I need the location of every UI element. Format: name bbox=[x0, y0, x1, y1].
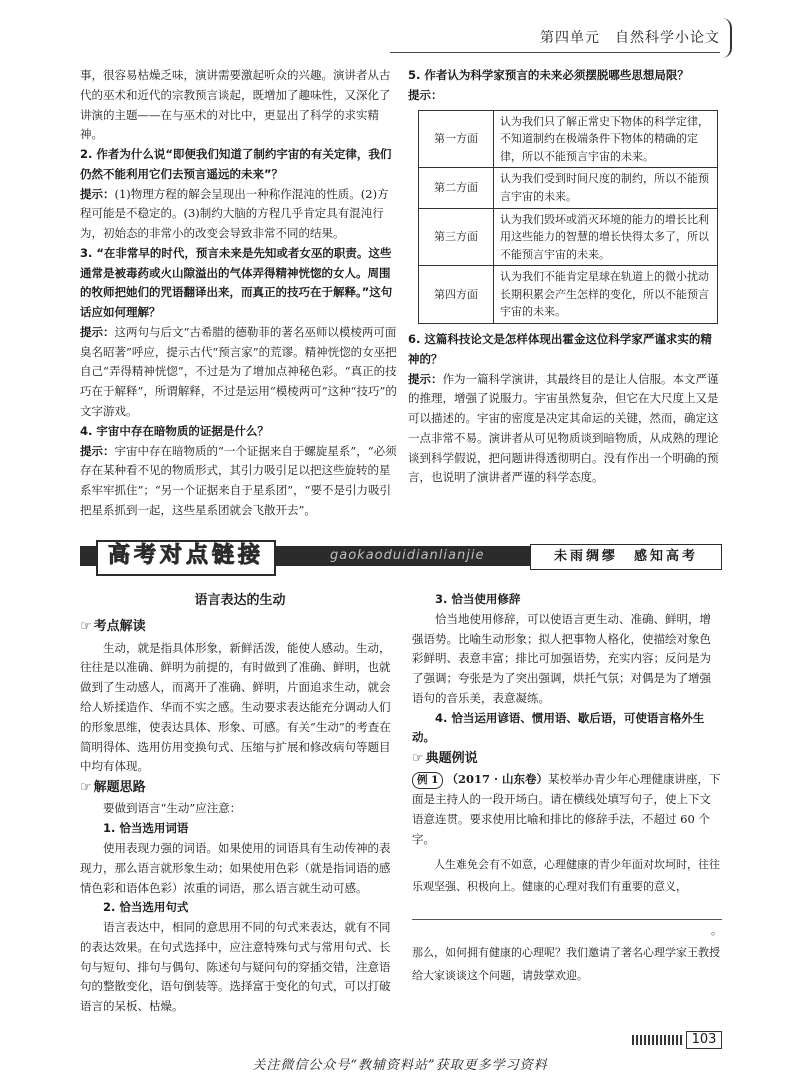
question-2: 2. 作者为什么说“即便我们知道了制约宇宙的有关定律，我们仍然不能利用它们去预言遥远的未来”？ bbox=[80, 147, 392, 181]
unit-header: 第四单元 自然科学小论文 bbox=[540, 30, 720, 46]
left-column-top bbox=[80, 66, 400, 521]
topic-title: 语言表达的生动 bbox=[194, 593, 286, 608]
table-cell-key: 第一方面 bbox=[419, 110, 494, 168]
hint-label: 提示： bbox=[408, 87, 443, 102]
paragraph-5: 恰当地使用修辞，可以使语言更生动、准确、鲜明，增强语势。比喻生动形象；拟人把事物人格化，使描绘对象色彩鲜明、表意丰富；排比可加强语势，充实内容；反问是为了强调；夸张是为了突出强调，烘托气氛；对偶是为了增强语句的音乐美，表意凝练。 bbox=[412, 611, 711, 705]
subheading-1: 1. 恰当选用词语 bbox=[103, 821, 189, 836]
hint-label: 提示： bbox=[80, 324, 115, 339]
paragraph-continued: 事，很容易枯燥乏味，演讲需要激起听众的兴趣。演讲者从古代的巫术和近代的宗教预言谈起，既增加了趣味性，又深化了讲演的主题——在与巫术的对比中，更显出了科学的求实精神。 bbox=[80, 68, 391, 142]
example-text: 某校举办青少年心理健康讲座，下面是主持人的一段开场白。请在横线处填写句子，使上下文语意连贯。要求使用比喻和排比的修辞手法，不超过 60 个字。 bbox=[412, 772, 721, 846]
pointing-hand-icon: ☞ bbox=[80, 619, 92, 635]
page-number-block bbox=[632, 1031, 722, 1049]
answer-lead: 人生难免会有不如意，心理健康的青少年面对坎坷时，往往乐观坚强、积极向上。健康的心理对我们有重要的意义， bbox=[412, 857, 720, 894]
answer-2 bbox=[80, 185, 400, 244]
subheading-2: 2. 恰当选用句式 bbox=[103, 900, 189, 915]
table-cell-value: 认为我们毁坏或消灭环境的能力的增长比利用这些能力的智慧的增长快得太多了，所以不能预言宇宙的未来。 bbox=[494, 208, 718, 266]
example-badge: 例 1 bbox=[412, 772, 443, 789]
table-cell-value: 认为我们受到时间尺度的制约，所以不能预言宇宙的未来。 bbox=[494, 168, 718, 208]
table-row bbox=[419, 208, 718, 266]
hint-label: 提示： bbox=[80, 186, 115, 201]
pointing-hand-icon: ☞ bbox=[412, 751, 424, 767]
table-cell-key: 第二方面 bbox=[419, 168, 494, 208]
section-heading-3 bbox=[412, 748, 722, 770]
right-column-top bbox=[408, 66, 723, 488]
hint-label: 提示： bbox=[408, 371, 443, 386]
answer-2-text: (1)物理方程的解会呈现出一种称作混沌的性质。(2)方程可能是不稳定的。(3)制约大脑的方程几乎肯定具有混沌行为，初始态的非常小的改变会导致非常不同的结果。 bbox=[80, 186, 389, 241]
answer-3 bbox=[80, 323, 400, 422]
section-heading-2 bbox=[80, 777, 400, 799]
section-heading-text: 考点解读 bbox=[93, 619, 146, 635]
paragraph-2: 要做到语言“生动”应注意： bbox=[103, 801, 242, 816]
pointing-hand-icon: ☞ bbox=[80, 780, 92, 796]
section-heading-1 bbox=[80, 616, 400, 638]
table-cell-key: 第三方面 bbox=[419, 208, 494, 266]
table-row bbox=[419, 266, 718, 324]
paragraph-4: 语言表达中，相同的意思用不同的句式来表达，就有不同的表达效果。在句式选择中，应注意特殊句式与常用句式、长句与短句、排句与偶句、陈述句与疑问句的穿插交错，注意语句的整散变化，语句倒装等。选择富于变化的句式，可以打破语言的呆板、枯燥。 bbox=[80, 920, 391, 1014]
paragraph-1: 生动，就是指具体形象，新鲜活泼，能使人感动。生动，往往是以准确、鲜明为前提的，有时做到了准确、鲜明，也就做到了生动感人，而离开了准确、鲜明，片面追求生动，就会给人矫揉造作、华而不实之感。生动要求表达能充分调动人们的形象思维，使表达具体、形象、可感。有关“生动”的考查在简明得体、选用仿用变换句式、压缩与扩展和修改病句等题目中均有体现。 bbox=[80, 640, 391, 774]
footer-note: 关注微信公众号“教辅资料站”获取更多学习资料 bbox=[252, 1058, 548, 1073]
hint-label: 提示： bbox=[80, 443, 115, 458]
answer-area bbox=[412, 854, 722, 988]
table-row bbox=[419, 110, 718, 168]
banner-title: 高考对点链接 bbox=[96, 540, 276, 576]
answer-6-text: 作为一篇科学演讲，其最终目的是让人信服。本文严谨的推理，增强了说服力。宇宙虽然复杂，但它在大尺度上又是可以描述的。宇宙的密度是决定其命运的关键，然而，确定这一点非常不易。演讲者从可见物质谈到暗物质，从成熟的理论谈到科学假说，把问题讲得透彻明白。没有作出一个明确的预言，也说明了演讲者严谨的科学态度。 bbox=[408, 371, 719, 485]
limitations-table bbox=[418, 110, 718, 325]
table-row bbox=[419, 168, 718, 208]
answer-follow: 那么，如何拥有健康的心理呢？我们邀请了著名心理学家王教授给大家谈谈这个问题，请鼓掌欢迎。 bbox=[412, 946, 720, 982]
subheading-3: 3. 恰当使用修辞 bbox=[435, 592, 521, 606]
left-column-bottom bbox=[80, 590, 400, 1017]
question-5: 5. 作者认为科学家预言的未来必须摆脱哪些思想局限？ bbox=[408, 68, 689, 82]
banner-pinyin: gaokaoduidianlianjie bbox=[330, 548, 485, 563]
header-curve-decoration bbox=[720, 18, 732, 58]
example-source: （2017 · 山东卷） bbox=[446, 772, 548, 787]
answer-4 bbox=[80, 442, 400, 521]
question-4: 4. 宇宙中存在暗物质的证据是什么？ bbox=[80, 423, 269, 438]
question-3: 3. “在非常早的时代，预言未来是先知或者女巫的职责。这些通常是被毒药或火山隙溢出的气体弄得精神恍惚的女人。周围的牧师把她们的咒语翻译出来，而真正的技巧在于解释。”这句话应如何理解？ bbox=[80, 245, 393, 320]
answer-end-mark: 。 bbox=[711, 923, 722, 937]
section-heading-text: 典题例说 bbox=[425, 751, 478, 767]
header-rule bbox=[390, 52, 720, 53]
table-cell-value: 认为我们只了解正常史下物体的科学定律，不知道制约在极端条件下物体的精确的定律，所以不能预言宇宙的未来。 bbox=[494, 110, 718, 168]
answer-blank-line[interactable] bbox=[412, 899, 722, 920]
answer-6 bbox=[408, 370, 723, 489]
subheading-4: 4. 恰当运用谚语、惯用语、歇后语，可使语言格外生动。 bbox=[412, 710, 705, 745]
right-column-bottom bbox=[412, 590, 722, 987]
page-number-stripes bbox=[632, 1035, 684, 1045]
table-cell-value: 认为我们不能肯定星球在轨道上的微小扰动长期积累会产生怎样的变化，所以不能预言宇宙的未来。 bbox=[494, 266, 718, 324]
answer-3-text: 这两句与后文“古希腊的德勒菲的著名巫师以模棱两可面臭名昭著”呼应，提示古代“预言家”的荒谬。精神恍惚的女巫把自己“弄得精神恍惚”，不过是为了增加点神秘色彩。“真正的技巧在于解释”，所谓解释，不过是运用“模棱两可”这种“技巧”的文字游戏。 bbox=[80, 324, 397, 419]
section-banner bbox=[80, 540, 720, 572]
page-number: 103 bbox=[686, 1031, 722, 1049]
question-6: 6. 这篇科技论文是怎样体现出霍金这位科学家严谨求实的精神的？ bbox=[408, 332, 712, 366]
paragraph-3: 使用表现力强的词语。如果使用的词语具有生动传神的表现力，那么语言就形象生动；如果使用色彩（就是指词语的感情色彩和语体色彩）浓重的词语，那么语言就生动可感。 bbox=[80, 840, 391, 895]
banner-slogan: 未雨绸缪 感知高考 bbox=[530, 544, 722, 570]
section-heading-text: 解题思路 bbox=[93, 780, 146, 796]
example-1 bbox=[412, 770, 722, 849]
answer-4-text: 宇宙中存在暗物质的“一个证据来自于螺旋星系”，“必须存在某种看不见的物质形式，其引力吸引足以把这些旋转的星系牢牢抓住”；“另一个证据来自于星系团”，“要不是引力吸引把星系抓到一起，这些星系团就会飞散开去”。 bbox=[80, 443, 397, 517]
table-cell-key: 第四方面 bbox=[419, 266, 494, 324]
